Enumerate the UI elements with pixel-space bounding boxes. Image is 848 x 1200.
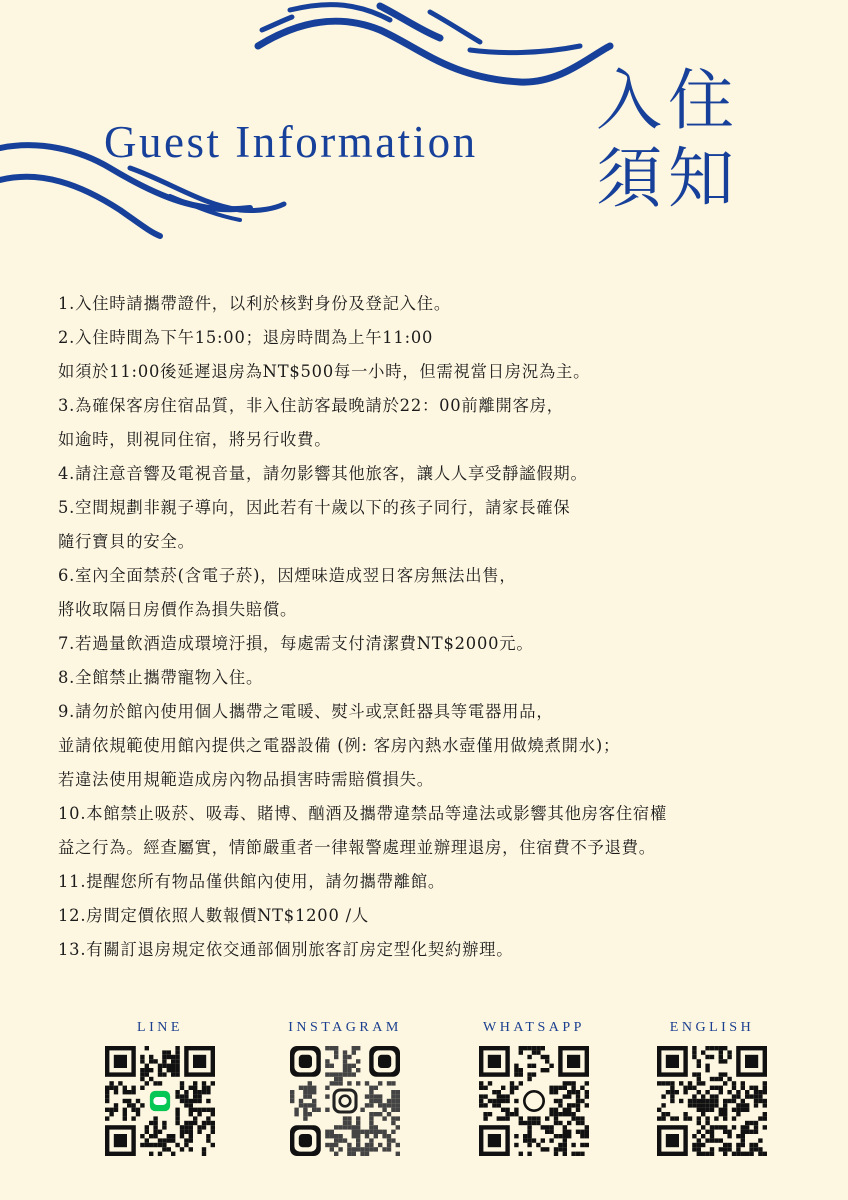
rule-line: 4.請注意音響及電視音量，請勿影響其他旅客，讓人人享受靜謐假期。 [58, 464, 588, 483]
contact-line-label: LINE [137, 1020, 183, 1035]
title-chinese [596, 62, 766, 218]
contact-instagram-label: INSTAGRAM [288, 1020, 402, 1035]
whatsapp-qr-icon[interactable] [479, 1046, 589, 1156]
rule-line: 12.房間定價依照人數報價NT$1200 /人 [58, 906, 369, 925]
title-chinese-line-1: 入住 [596, 62, 740, 139]
contact-whatsapp-label: WHATSAPP [483, 1020, 585, 1035]
contact-line[interactable] [96, 1020, 224, 1156]
rule-line: 6.室內全面禁菸(含電子菸)，因煙味造成翌日客房無法出售， [58, 566, 517, 585]
rule-line: 如逾時，則視同住宿，將另行收費。 [58, 430, 332, 449]
rule-line: 7.若過量飲酒造成環境汙損，每處需支付清潔費NT$2000元。 [58, 634, 534, 653]
rule-line: 8.全館禁止攜帶寵物入住。 [58, 668, 264, 687]
rule-line: 隨行寶貝的安全。 [58, 532, 195, 551]
rule-line: 如須於11:00後延遲退房為NT$500每一小時，但需視當日房況為主。 [58, 362, 591, 381]
english-qr-icon[interactable] [657, 1046, 767, 1156]
rule-line: 2.入住時間為下午15:00；退房時間為上午11:00 [58, 328, 434, 347]
rule-line: 5.空間規劃非親子導向，因此若有十歲以下的孩子同行，請家長確保 [58, 498, 571, 517]
title-english: Guest Information [104, 117, 478, 167]
rule-line: 1.入住時請攜帶證件，以利於核對身份及登記入住。 [58, 294, 451, 313]
contact-english[interactable] [648, 1020, 776, 1156]
contact-qr-codes [96, 1020, 776, 1170]
line-qr-icon[interactable] [105, 1046, 215, 1156]
contact-instagram[interactable] [281, 1020, 409, 1156]
rule-line: 9.請勿於館內使用個人攜帶之電暖、熨斗或烹飪器具等電器用品， [58, 702, 554, 721]
rule-line: 13.有關訂退房規定依交通部個別旅客訂房定型化契約辦理。 [58, 940, 514, 959]
rule-line: 將收取隔日房價作為損失賠償。 [58, 600, 298, 619]
rules-list [58, 287, 818, 967]
rule-line: 並請依規範使用館內提供之電器設備 (例: 客房內熱水壺僅用做燒煮開水)； [58, 736, 621, 755]
rule-line: 若違法使用規範造成房內物品損害時需賠償損失。 [58, 770, 434, 789]
instagram-qr-icon[interactable] [290, 1046, 400, 1156]
rule-line: 10.本館禁止吸菸、吸毒、賭博、酗酒及攜帶違禁品等違法或影響其他房客住宿權 [58, 804, 668, 823]
rule-line: 益之行為。經查屬實，情節嚴重者一律報警處理並辦理退房，住宿費不予退費。 [58, 838, 656, 857]
contact-whatsapp[interactable] [470, 1020, 598, 1156]
rule-line: 3.為確保客房住宿品質，非入住訪客最晚請於22：00前離開客房， [58, 396, 564, 415]
rule-line: 11.提醒您所有物品僅供館內使用，請勿攜帶離館。 [58, 872, 446, 891]
contact-english-label: ENGLISH [669, 1020, 755, 1035]
title-chinese-line-2: 須知 [596, 140, 740, 217]
